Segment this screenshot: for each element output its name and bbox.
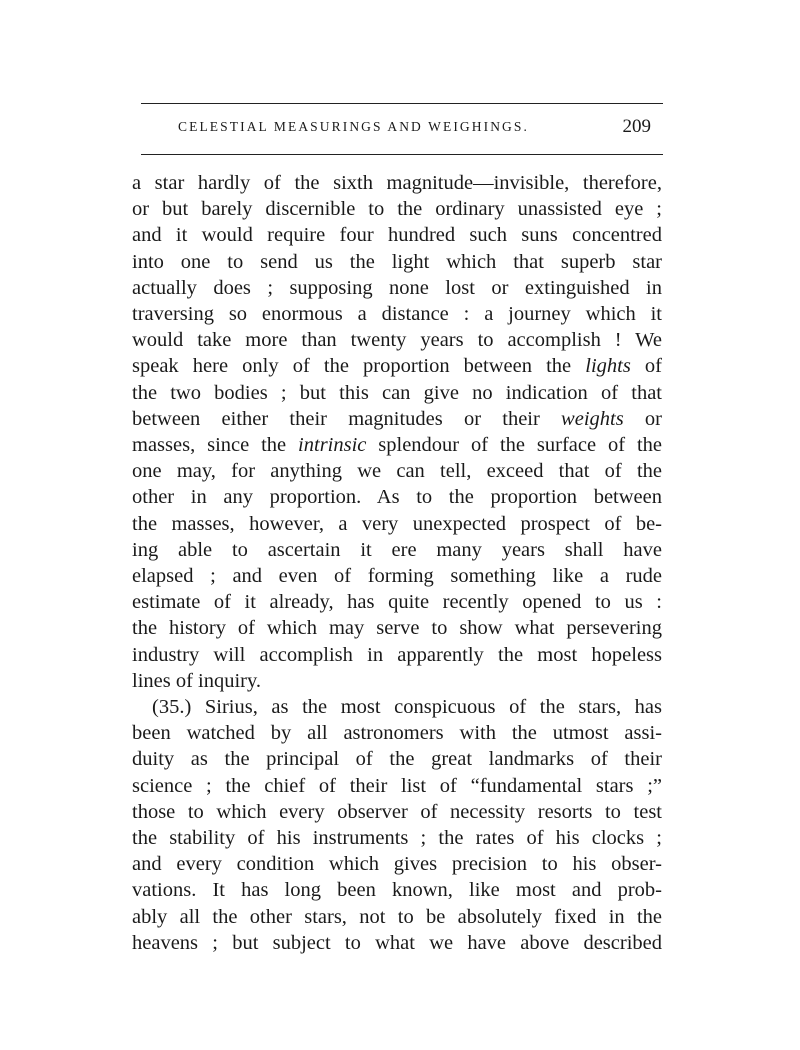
paragraph-2 — [132, 694, 662, 720]
header-top-rule — [141, 103, 663, 104]
text-line: ably all the other stars, not to be absolutely fixed in the — [132, 905, 662, 928]
text-line: the stability of his instruments ; the rates of his clocks ; — [132, 827, 662, 850]
text-line: actually does ; supposing none lost or extinguished in — [132, 276, 662, 299]
running-title: CELESTIAL MEASURINGS AND WEIGHINGS. — [178, 119, 529, 134]
text-line: science ; the chief of their list of “fundamental stars ;” — [132, 774, 662, 797]
text-line: one may, for anything we can tell, exceed that of the — [132, 460, 662, 483]
text-line: the two bodies ; but this can give no indication of that — [132, 381, 662, 404]
text-line: and every condition which gives precision to his obser- — [132, 853, 662, 876]
text-line: industry will accomplish in apparently the most hopeless — [132, 643, 662, 666]
text-line: (35.) Sirius, as the most conspicuous of the stars, has — [152, 696, 662, 719]
text-line: lines of inquiry. — [132, 669, 262, 692]
text-line: the masses, however, a very unexpected prospect of be- — [132, 512, 662, 535]
header-bottom-rule — [141, 154, 663, 155]
text-line: been watched by all astronomers with the utmost assi- — [132, 722, 662, 745]
text-line: other in any proportion. As to the proportion between — [132, 486, 662, 509]
text-line: vations. It has long been known, like most and prob- — [132, 879, 662, 902]
text-line: heavens ; but subject to what we have above described — [132, 931, 662, 954]
text-line: and it would require four hundred such suns concentred — [132, 224, 662, 247]
text-line: a star hardly of the sixth magnitude—invisible, therefore, — [132, 172, 662, 194]
text-line: speak here only of the proportion between the lights of — [132, 355, 663, 378]
paragraph-2-body — [132, 720, 662, 956]
text-line: or but barely discernible to the ordinary unassisted eye ; — [132, 198, 662, 221]
text-line: traversing so enormous a distance : a journey which it — [132, 303, 662, 326]
text-line: duity as the principal of the great landmarks of their — [132, 748, 662, 771]
running-head — [178, 116, 653, 143]
text-line: between either their magnitudes or their weights or — [132, 407, 663, 430]
text-line: into one to send us the light which that superb star — [132, 250, 662, 273]
text-line: estimate of it already, has quite recently opened to us : — [132, 591, 662, 614]
text-line: ing able to ascertain it ere many years shall have — [132, 538, 662, 561]
text-line: those to which every observer of necessity resorts to test — [132, 800, 662, 823]
page-number: 209 — [622, 116, 651, 137]
paragraph-1 — [132, 170, 662, 694]
text-line: would take more than twenty years to accomplish ! We — [132, 329, 662, 352]
body-text — [132, 170, 662, 956]
text-line: elapsed ; and even of forming something like a rude — [132, 565, 662, 588]
text-line: masses, since the intrinsic splendour of the surface of the — [132, 434, 662, 457]
text-line: the history of which may serve to show what persevering — [132, 617, 662, 640]
